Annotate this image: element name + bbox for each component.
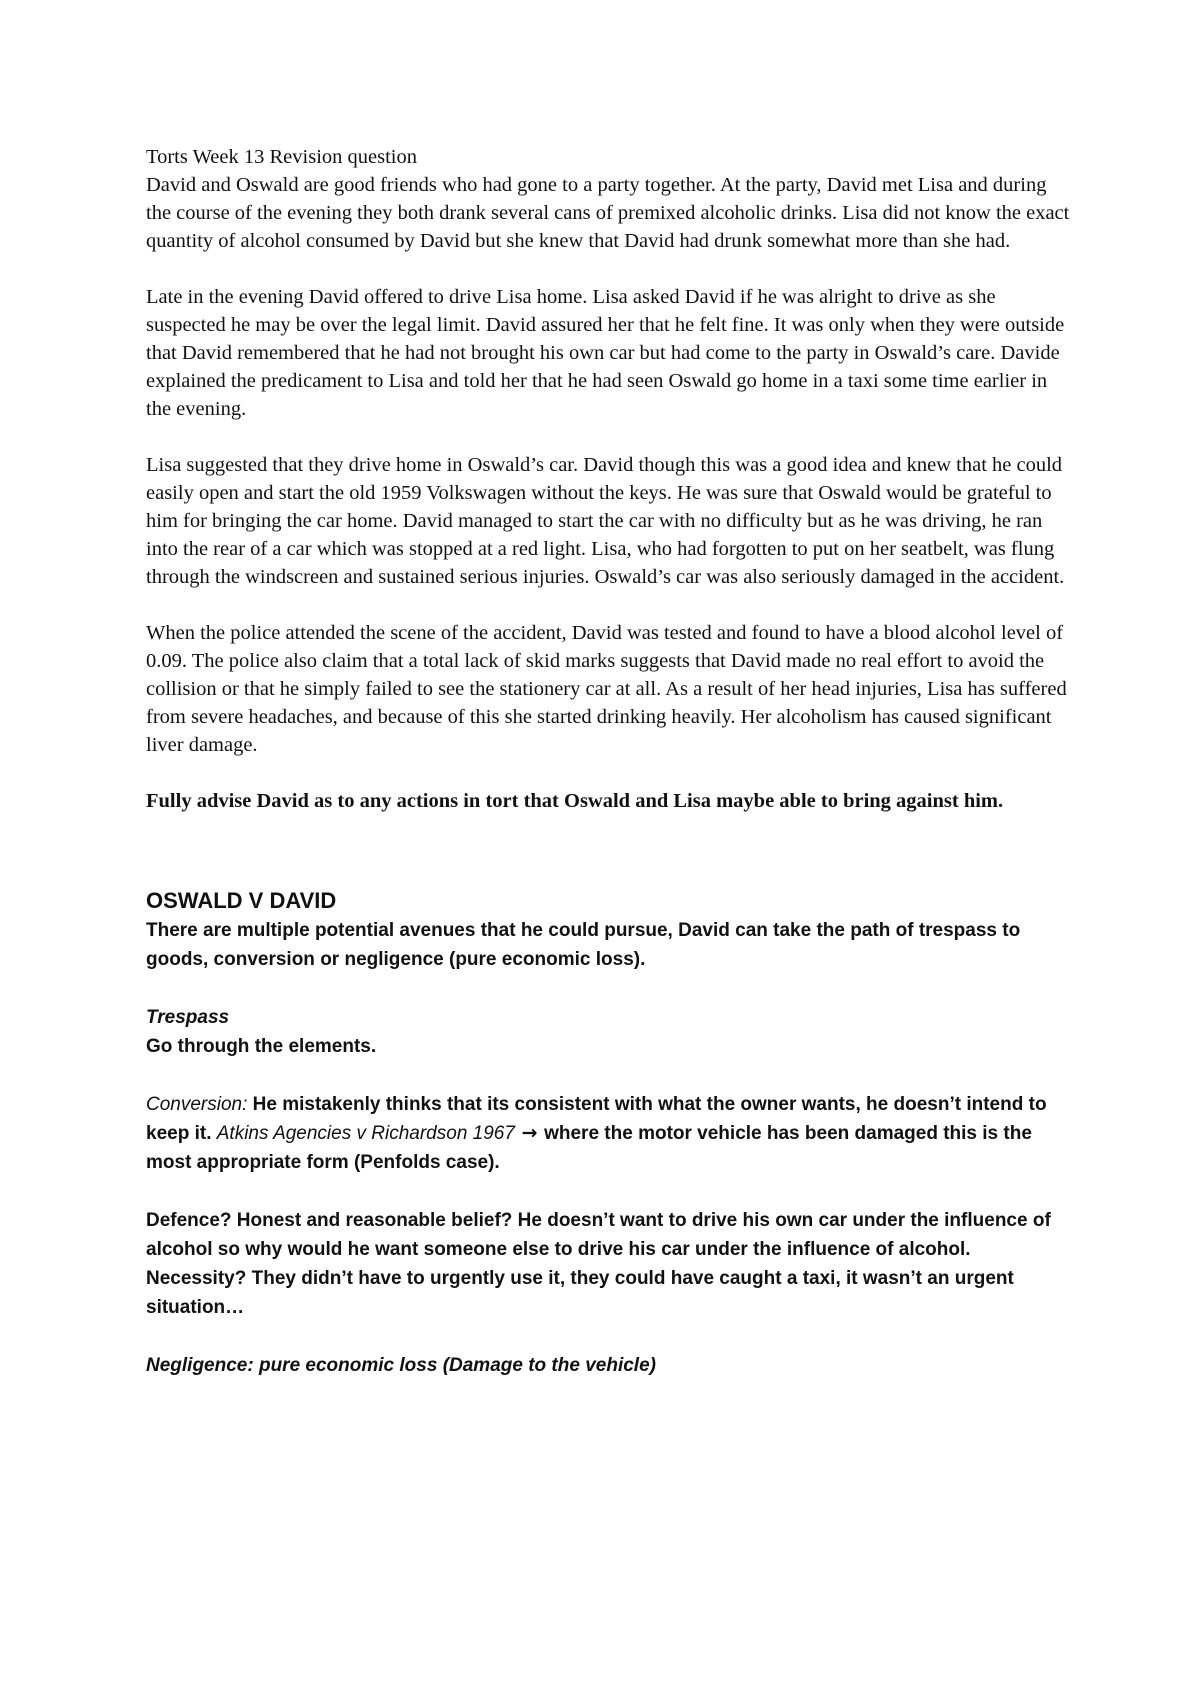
spacer [146,1177,1076,1206]
case-name: Atkins Agencies v Richardson 1967 [216,1123,515,1144]
answer-section [146,886,1076,1380]
answer-intro: There are multiple potential avenues that he could pursue, David can take the path of trespass to goods, conversion or negligence (pure economic loss). [146,920,1021,970]
right-arrow-icon: → [514,1122,545,1144]
trespass-heading: Trespass [146,1007,230,1028]
negligence-heading: Negligence: pure economic loss (Damage to the vehicle) [146,1355,656,1376]
defence-paragraph: Defence? Honest and reasonable belief? He doesn’t want to drive his own car under the influence of alcohol so why would he want someone else to drive his car under the influence of alcohol. [146,1210,1051,1260]
conversion-paragraph [146,1090,1076,1177]
question-paragraph-3: Lisa suggested that they drive home in Oswald’s car. David though this was a good idea and knew that he could easily open and start the old 1959 Volkswagen without the keys. He was sure that Oswald would be grateful to him for bringing the car home. David managed to start the car with no difficulty but as he was driving, he ran into the rear of a car which was stopped at a red light. Lisa, who had forgotten to put on her seatbelt, was flung through the windscreen and sustained serious injuries. Oswald’s car was also seriously damaged in the accident. [146,454,1065,588]
answer-heading: OSWALD V DAVID [146,888,337,913]
question-paragraph-2: Late in the evening David offered to drive Lisa home. Lisa asked David if he was alright to drive as she suspected he may be over the legal limit. David assured her that he felt fine. It was only when they were outside that David remembered that he had not brought his own car but had come to the party in Oswald’s care. Davide explained the predicament to Lisa and told her that he had seen Oswald go home in a taxi some time earlier in the evening. [146,286,1065,420]
question-paragraph-4: When the police attended the scene of the accident, David was tested and found to have a blood alcohol level of 0.09. The police also claim that a total lack of skid marks suggests that David made no real effort to avoid the collision or that he simply failed to see the stationery car at all. As a result of her head injuries, Lisa has suffered from severe headaches, and because of this she started drinking heavily. Her alcoholism has caused significant liver damage. [146,622,1067,756]
spacer [146,255,1076,283]
question-title: Torts Week 13 Revision question [146,146,417,168]
trespass-text: Go through the elements. [146,1036,377,1057]
question-instruction: Fully advise David as to any actions in tort that Oswald and Lisa maybe able to bring against him. [146,790,1004,812]
question-section [146,143,1076,815]
spacer [146,591,1076,619]
spacer [146,974,1076,1003]
question-paragraph-1: David and Oswald are good friends who had gone to a party together. At the party, David met Lisa and during the course of the evening they both drank several cans of premixed alcoholic drinks. Lisa did not know the exact quantity of alcohol consumed by David but she knew that David had drunk somewhat more than she had. [146,174,1070,252]
necessity-paragraph: Necessity? They didn’t have to urgently use it, they could have caught a taxi, it wasn’t an urgent situation… [146,1268,1014,1318]
spacer [146,759,1076,787]
spacer [146,1061,1076,1090]
spacer [146,1322,1076,1351]
conversion-label: Conversion: [146,1094,248,1115]
conversion-text: He mistakenly thinks that its consistent with what the owner wants, he doesn’t intend to keep it. [146,1094,1047,1144]
page-content [146,143,1076,1380]
case-text: where the motor vehicle has been damaged this is the most appropriate form (Penfolds case). [146,1123,1032,1173]
spacer [146,423,1076,451]
